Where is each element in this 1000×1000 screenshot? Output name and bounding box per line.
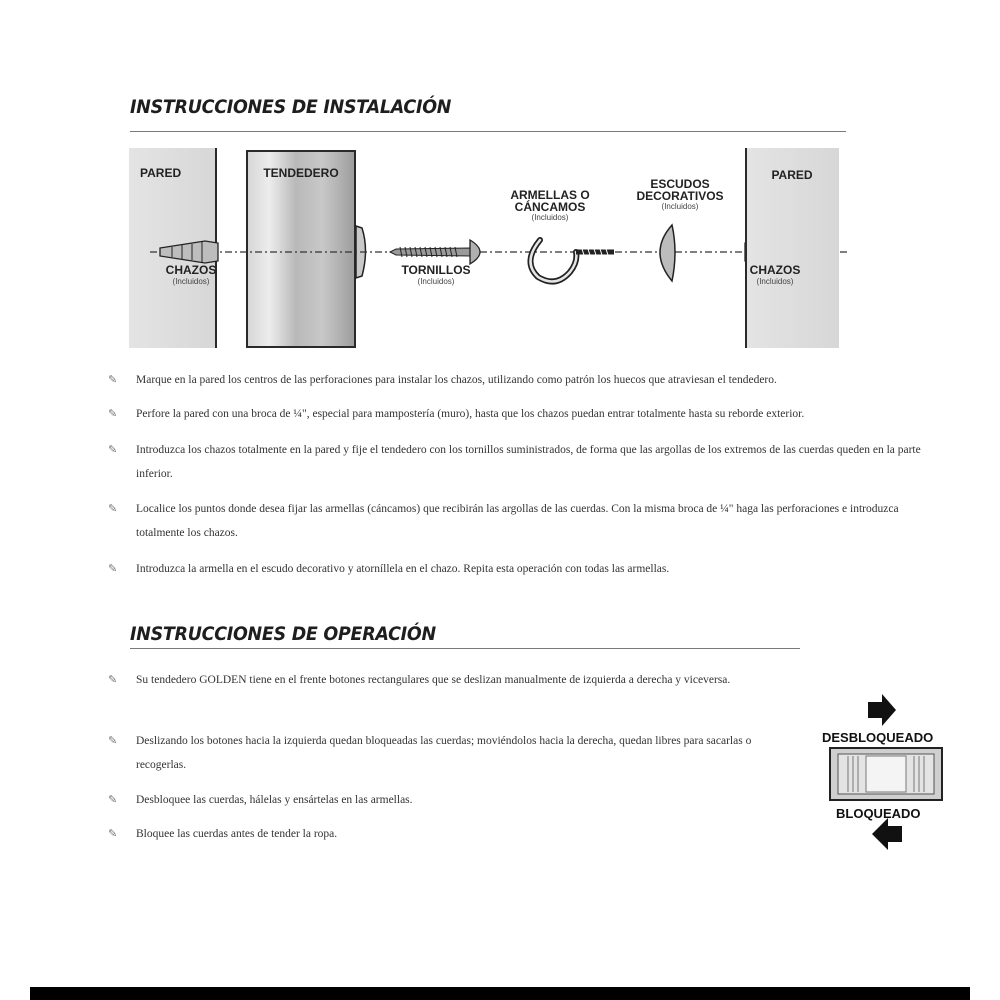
decorative-shield-icon [660,225,675,281]
screws-sub: (Incluidos) [417,277,455,286]
list-item: ✎ Localice los puntos donde desea fijar las armellas (cáncamos) que recibirán las argollas de las cuerdas. Con la misma broca de ¼" haga las perforaciones e introduzca totalmente los chazos. [108,497,948,545]
right-wall-label: PARED [771,168,813,182]
left-anchor-icon [160,241,218,263]
pencil-icon: ✎ [108,674,118,686]
pencil-icon: ✎ [108,503,118,515]
list-item: ✎ Bloquee las cuerdas antes de tender la ropa. [108,822,802,846]
pencil-icon: ✎ [108,374,118,386]
installation-title: INSTRUCCIONES DE INSTALACIÓN [130,96,452,118]
pencil-icon: ✎ [108,735,118,747]
left-wall-label: PARED [140,166,182,180]
pencil-icon: ✎ [108,408,118,420]
list-item: ✎ Marque en la pared los centros de las perforaciones para instalar los chazos, utilizando como patrón los huecos que atraviesan el tendedero. [108,368,948,392]
slide-button-svg [820,690,970,860]
unlocked-label: DESBLOQUEADO [822,730,934,745]
screws-label: TORNILLOS [401,263,471,277]
hooks-label-line1: ARMELLAS O [510,188,590,202]
pencil-icon: ✎ [108,828,118,840]
right-anchors-sub: (Incluidos) [756,277,794,286]
shields-sub: (Incluidos) [661,202,699,211]
operation-title: INSTRUCCIONES DE OPERACIÓN [130,623,436,645]
clothesline-label: TENDEDERO [263,166,339,180]
pencil-icon: ✎ [108,563,118,575]
operation-title-rule [130,648,800,649]
list-item: ✎ Su tendedero GOLDEN tiene en el frente botones rectangulares que se deslizan manualmente de izquierda a derecha y viceversa. [108,668,802,692]
bottom-bar [30,987,970,1000]
hooks-sub: (Incluidos) [531,213,569,222]
list-item: ✎ Perfore la pared con una broca de ¼", especial para mampostería (muro), hasta que los chazos puedan entrar totalmente hasta su reborde exterior. [108,402,948,426]
slide-button-knob [866,756,906,792]
list-item: ✎ Deslizando los botones hacia la izquierda quedan bloqueadas las cuerdas; moviéndolos hacia la derecha, quedan libres para sacarlas o recogerlas. [108,729,802,777]
pencil-icon: ✎ [108,444,118,456]
shields-label-line1: ESCUDOS [650,177,710,191]
list-item: ✎ Desbloquee las cuerdas, hálelas y ensártelas en las armellas. [108,788,802,812]
pencil-icon: ✎ [108,794,118,806]
shields-label-line2: DECORATIVOS [636,189,724,203]
arrow-right-icon [868,694,896,726]
hooks-label-line2: CÁNCAMOS [514,200,586,214]
diagram-svg [0,0,1000,360]
locked-label: BLOQUEADO [836,806,921,821]
arrow-left-icon [872,818,902,850]
list-item: ✎ Introduzca los chazos totalmente en la pared y fije el tendedero con los tornillos suministrados, de forma que las argollas de los extremos de las cuerdas queden en la parte inferior. [108,438,948,486]
left-anchors-label: CHAZOS [165,263,217,277]
left-anchors-sub: (Incluidos) [172,277,210,286]
hook-icon [530,240,614,281]
right-anchors-label: CHAZOS [749,263,801,277]
list-item: ✎ Introduzca la armella en el escudo decorativo y atorníllela en el chazo. Repita esta operación con todas las armellas. [108,557,948,581]
screw-icon [390,240,480,264]
